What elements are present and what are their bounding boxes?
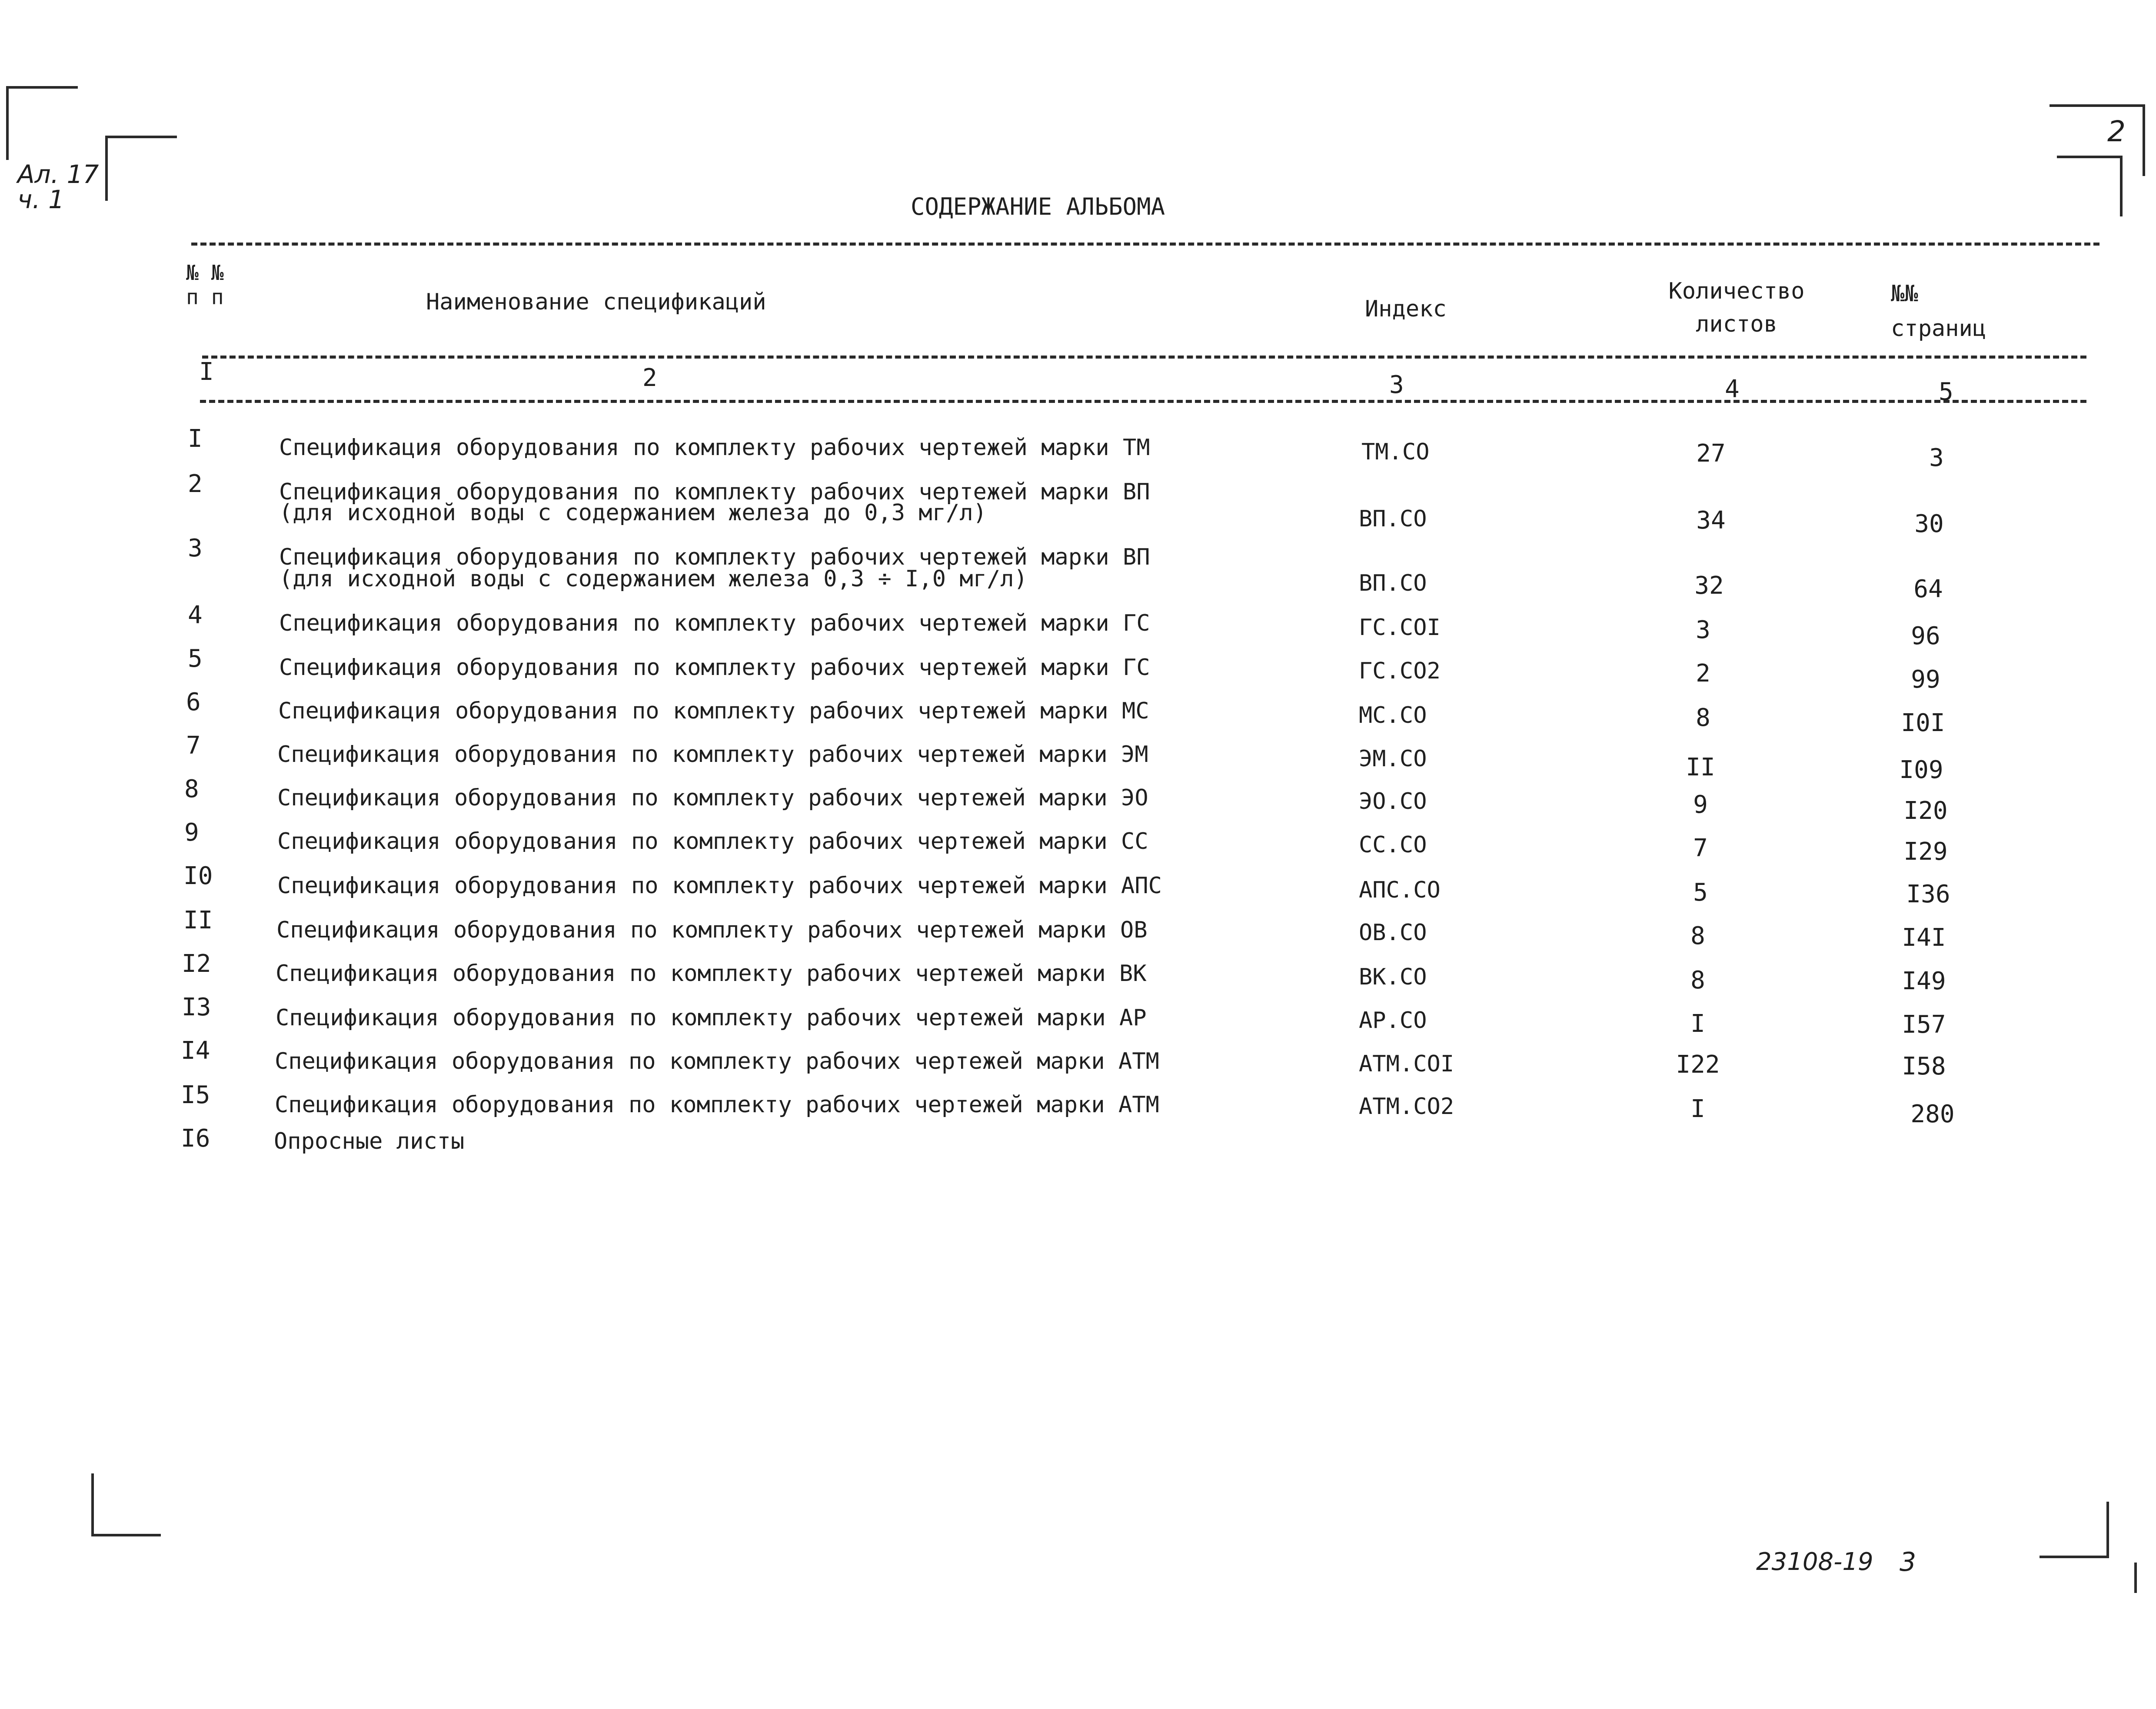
- header-number-line2: п п: [186, 285, 224, 309]
- row-number: 9: [184, 818, 199, 847]
- frame-corner-mark: [2057, 156, 2122, 158]
- row-index: ТМ.СО: [1361, 439, 1430, 465]
- row-page: I58: [1902, 1052, 1946, 1081]
- row-title: Спецификация оборудования по комплекту рабочих чертежей марки ВК: [276, 961, 1147, 987]
- row-page: I4I: [1902, 924, 1946, 952]
- row-title: Спецификация оборудования по комплекту рабочих чертежей марки ГС: [279, 655, 1150, 681]
- page-title: СОДЕРЖАНИЕ АЛЬБОМА: [911, 193, 1165, 220]
- header-name: Наименование спецификаций: [426, 289, 766, 315]
- row-sheets: 27: [1696, 439, 1726, 468]
- column-number: I: [199, 358, 214, 386]
- header-number-line1: № №: [186, 261, 224, 285]
- header-sheets: [1656, 275, 1817, 341]
- corner-note-line2: ч. 1: [17, 185, 65, 214]
- row-sheets: 8: [1696, 704, 1710, 732]
- row-number: I: [188, 425, 203, 453]
- row-sheets: 8: [1690, 966, 1705, 994]
- row-number: 7: [186, 731, 201, 760]
- row-index: АПС.СО: [1359, 877, 1441, 903]
- row-subtitle: (для исходной воды с содержанием железа до 0,3 мг/л): [279, 500, 987, 526]
- row-page: I49: [1902, 967, 1946, 995]
- row-sheets: I: [1690, 1095, 1705, 1123]
- row-number: 5: [188, 645, 203, 673]
- row-page: 3: [1929, 444, 1944, 472]
- frame-corner-mark: [6, 86, 78, 89]
- row-number: 2: [188, 470, 203, 498]
- row-title: Спецификация оборудования по комплекту рабочих чертежей марки АПС: [277, 873, 1162, 899]
- corner-note-line1: Ал. 17: [17, 160, 99, 189]
- column-number: 4: [1725, 375, 1740, 403]
- header-sheets-line2: листов: [1696, 311, 1777, 337]
- row-sheets: 32: [1694, 572, 1724, 600]
- row-title: Спецификация оборудования по комплекту рабочих чертежей марки МС: [278, 698, 1149, 724]
- row-page: 280: [1910, 1100, 1955, 1128]
- row-number: I4: [181, 1037, 210, 1065]
- row-sheets: 5: [1693, 878, 1708, 907]
- header-number: [186, 261, 224, 309]
- page-number: 2: [2107, 115, 2126, 148]
- row-sheets: II: [1686, 753, 1715, 781]
- corner-note: [17, 162, 99, 212]
- frame-corner-mark: [2106, 1502, 2109, 1558]
- row-index: ЭО.СО: [1359, 788, 1427, 815]
- row-page: 30: [1914, 510, 1944, 538]
- divider-dashed: [202, 356, 2086, 359]
- row-index: АТМ.СОI: [1359, 1051, 1454, 1077]
- row-sheets: 3: [1696, 616, 1710, 644]
- row-sheets: 2: [1696, 659, 1710, 688]
- row-page: I20: [1903, 797, 1948, 825]
- frame-corner-mark: [105, 136, 108, 201]
- frame-corner-mark: [2143, 104, 2145, 176]
- row-page: I36: [1906, 880, 1950, 908]
- row-number: I0: [183, 862, 213, 890]
- row-sheets: 7: [1693, 834, 1708, 862]
- row-sheets: 8: [1690, 922, 1705, 950]
- row-title: Спецификация оборудования по комплекту рабочих чертежей марки ВП: [279, 544, 1150, 570]
- row-page: I29: [1903, 838, 1948, 866]
- row-sheets: I: [1690, 1010, 1705, 1038]
- header-pages-line2: страниц: [1891, 316, 1986, 342]
- frame-corner-mark: [2040, 1556, 2109, 1558]
- row-index: ВП.СО: [1359, 506, 1427, 532]
- row-title: Спецификация оборудования по комплекту рабочих чертежей марки ЭМ: [277, 741, 1148, 768]
- row-title: Опросные листы: [274, 1128, 465, 1154]
- row-number: 8: [184, 775, 199, 803]
- row-title: Спецификация оборудования по комплекту рабочих чертежей марки АР: [276, 1005, 1147, 1031]
- row-title: Спецификация оборудования по комплекту рабочих чертежей марки ОВ: [276, 917, 1148, 943]
- row-page: I0I: [1901, 709, 1945, 737]
- header-sheets-line1: Количество: [1668, 278, 1805, 304]
- row-number: I5: [181, 1081, 210, 1109]
- row-sheets: 9: [1693, 791, 1708, 819]
- frame-corner-mark: [91, 1534, 161, 1536]
- row-page: 64: [1913, 575, 1943, 603]
- row-page: I57: [1902, 1011, 1946, 1039]
- row-sheets: 34: [1696, 506, 1726, 535]
- column-number: 3: [1389, 371, 1404, 399]
- column-number: 5: [1939, 378, 1953, 406]
- column-number: 2: [642, 364, 657, 392]
- row-title: Спецификация оборудования по комплекту рабочих чертежей марки СС: [277, 828, 1148, 854]
- row-sheets: I22: [1676, 1051, 1720, 1079]
- row-title: Спецификация оборудования по комплекту рабочих чертежей марки АТМ: [275, 1092, 1159, 1118]
- row-index: ЭМ.СО: [1359, 746, 1427, 772]
- divider-dashed: [191, 243, 2099, 246]
- row-number: I6: [181, 1124, 210, 1153]
- row-index: ВК.СО: [1359, 964, 1427, 990]
- frame-corner-mark: [91, 1473, 94, 1536]
- row-page: 99: [1911, 665, 1940, 694]
- row-index: АТМ.СО2: [1359, 1094, 1454, 1120]
- row-number: I2: [182, 950, 211, 978]
- row-title: Спецификация оборудования по комплекту рабочих чертежей марки ТМ: [279, 435, 1150, 461]
- row-number: 3: [188, 534, 203, 562]
- divider-dashed: [200, 400, 2086, 403]
- row-index: МС.СО: [1359, 702, 1427, 728]
- frame-corner-mark: [105, 136, 177, 138]
- row-subtitle: (для исходной воды с содержанием железа 0,3 ÷ I,0 мг/л): [279, 566, 1028, 592]
- row-index: АР.СО: [1359, 1007, 1427, 1034]
- row-index: СС.СО: [1359, 832, 1427, 858]
- header-pages: [1891, 276, 1986, 346]
- frame-corner-mark: [2120, 156, 2123, 216]
- frame-corner-mark: [2134, 1563, 2137, 1593]
- row-index: ГС.СО2: [1359, 658, 1441, 684]
- row-index: ОВ.СО: [1359, 920, 1427, 946]
- row-index: ВП.СО: [1359, 570, 1427, 596]
- row-title: Спецификация оборудования по комплекту рабочих чертежей марки ГС: [279, 610, 1150, 636]
- row-title: Спецификация оборудования по комплекту рабочих чертежей марки АТМ: [275, 1048, 1159, 1074]
- row-title: Спецификация оборудования по комплекту рабочих чертежей марки ВП: [279, 479, 1150, 505]
- row-number: 6: [186, 688, 201, 716]
- frame-corner-mark: [2050, 104, 2145, 107]
- header-pages-line1: №№: [1891, 281, 1918, 307]
- frame-corner-mark: [6, 86, 9, 160]
- footer-page: 3: [1900, 1547, 1916, 1577]
- row-page: 96: [1911, 622, 1940, 650]
- row-index: ГС.СОI: [1359, 615, 1441, 641]
- header-index: Индекс: [1365, 296, 1447, 322]
- row-page: I09: [1899, 756, 1943, 784]
- row-number: 4: [188, 601, 203, 629]
- row-number: I3: [182, 993, 211, 1021]
- row-number: II: [183, 906, 213, 934]
- footer-code: 23108-19: [1756, 1548, 1873, 1576]
- row-title: Спецификация оборудования по комплекту рабочих чертежей марки ЭО: [277, 785, 1148, 811]
